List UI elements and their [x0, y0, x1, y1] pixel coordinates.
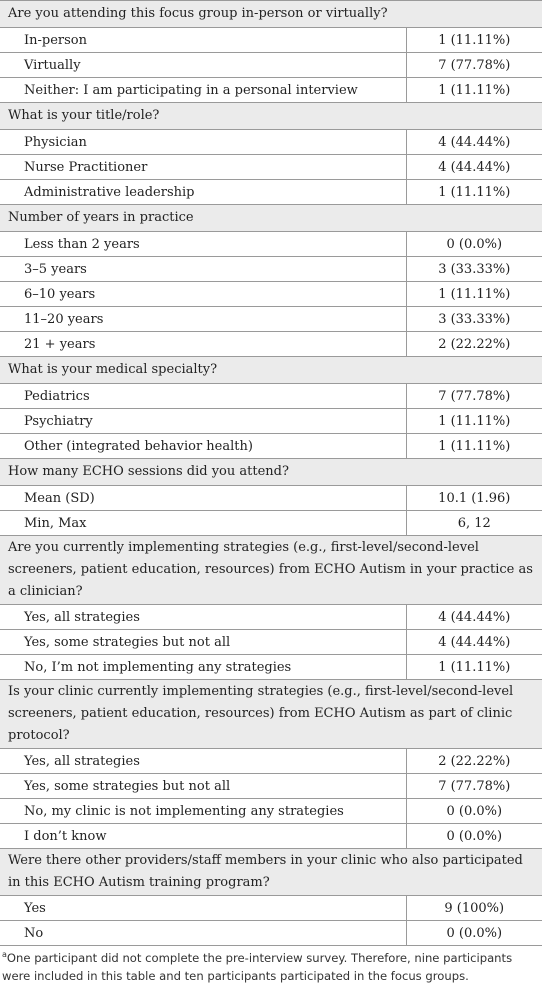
- answer-label: Yes, all strategies: [0, 605, 406, 630]
- question-row: [0, 1, 542, 28]
- answer-label: Yes, some strategies but not all: [0, 774, 406, 799]
- answer-value: 7 (77.78%): [406, 384, 542, 409]
- answer-value: 2 (22.22%): [406, 749, 542, 774]
- answer-row: [0, 130, 542, 155]
- answer-label: Mean (SD): [0, 486, 406, 511]
- answer-label: Less than 2 years: [0, 232, 406, 257]
- answer-row: [0, 180, 542, 205]
- answer-label: Psychiatry: [0, 409, 406, 434]
- answer-value: 4 (44.44%): [406, 605, 542, 630]
- answer-value: 7 (77.78%): [406, 53, 542, 78]
- question-text: Are you attending this focus group in-person or virtually?: [0, 1, 542, 28]
- question-row: [0, 205, 542, 232]
- answer-value: 1 (11.11%): [406, 282, 542, 307]
- answer-row: [0, 896, 542, 921]
- answer-value: 3 (33.33%): [406, 257, 542, 282]
- answer-row: [0, 774, 542, 799]
- answer-row: [0, 307, 542, 332]
- question-row: [0, 680, 542, 749]
- table-body: [0, 1, 542, 946]
- answer-value: 1 (11.11%): [406, 180, 542, 205]
- answer-label: No: [0, 921, 406, 946]
- answer-row: [0, 282, 542, 307]
- answer-row: [0, 511, 542, 536]
- answer-row: [0, 630, 542, 655]
- answer-value: 1 (11.11%): [406, 78, 542, 103]
- answer-row: [0, 799, 542, 824]
- answer-row: [0, 655, 542, 680]
- answer-value: 10.1 (1.96): [406, 486, 542, 511]
- answer-label: Pediatrics: [0, 384, 406, 409]
- answer-row: [0, 28, 542, 53]
- answer-row: [0, 921, 542, 946]
- answer-value: 9 (100%): [406, 896, 542, 921]
- answer-row: [0, 409, 542, 434]
- answer-row: [0, 824, 542, 849]
- answer-label: Administrative leadership: [0, 180, 406, 205]
- answer-label: I don’t know: [0, 824, 406, 849]
- answer-label: Min, Max: [0, 511, 406, 536]
- question-text: Are you currently implementing strategies (e.g., first-level/second-level screeners, patient education, resources) from ECHO Autism in your practice as a clinician?: [0, 536, 542, 605]
- answer-row: [0, 749, 542, 774]
- answer-label: Other (integrated behavior health): [0, 434, 406, 459]
- footnote-marker: a: [2, 950, 7, 960]
- answer-label: Yes: [0, 896, 406, 921]
- answer-value: 7 (77.78%): [406, 774, 542, 799]
- footnote-text: One participant did not complete the pre-interview survey. Therefore, nine participants were included in this table and ten participants participated in the focus groups.: [2, 951, 513, 983]
- question-row: [0, 103, 542, 130]
- question-row: [0, 459, 542, 486]
- answer-value: 3 (33.33%): [406, 307, 542, 332]
- answer-label: 11–20 years: [0, 307, 406, 332]
- answer-value: 4 (44.44%): [406, 130, 542, 155]
- question-text: Were there other providers/staff members in your clinic who also participated in this ECHO Autism training program?: [0, 849, 542, 896]
- answer-value: 1 (11.11%): [406, 655, 542, 680]
- answer-value: 4 (44.44%): [406, 155, 542, 180]
- answer-label: Yes, all strategies: [0, 749, 406, 774]
- answer-value: 0 (0.0%): [406, 799, 542, 824]
- answer-value: 1 (11.11%): [406, 28, 542, 53]
- answer-label: Neither: I am participating in a personal interview: [0, 78, 406, 103]
- answer-row: [0, 53, 542, 78]
- answer-label: In-person: [0, 28, 406, 53]
- question-text: What is your title/role?: [0, 103, 542, 130]
- question-row: [0, 357, 542, 384]
- answer-row: [0, 434, 542, 459]
- table-footnote: [0, 946, 542, 985]
- question-text: Number of years in practice: [0, 205, 542, 232]
- question-row: [0, 849, 542, 896]
- answer-label: Yes, some strategies but not all: [0, 630, 406, 655]
- answer-label: Physician: [0, 130, 406, 155]
- answer-row: [0, 155, 542, 180]
- answer-row: [0, 257, 542, 282]
- answer-value: 0 (0.0%): [406, 824, 542, 849]
- answer-value: 0 (0.0%): [406, 232, 542, 257]
- answer-row: [0, 486, 542, 511]
- answer-value: 1 (11.11%): [406, 409, 542, 434]
- answer-row: [0, 78, 542, 103]
- answer-row: [0, 332, 542, 357]
- answer-value: 0 (0.0%): [406, 921, 542, 946]
- answer-label: 3–5 years: [0, 257, 406, 282]
- answer-row: [0, 232, 542, 257]
- answer-value: 1 (11.11%): [406, 434, 542, 459]
- question-text: What is your medical specialty?: [0, 357, 542, 384]
- answer-label: No, my clinic is not implementing any strategies: [0, 799, 406, 824]
- answer-label: 6–10 years: [0, 282, 406, 307]
- question-text: How many ECHO sessions did you attend?: [0, 459, 542, 486]
- answer-label: Nurse Practitioner: [0, 155, 406, 180]
- answer-label: Virtually: [0, 53, 406, 78]
- answer-label: 21 + years: [0, 332, 406, 357]
- question-text: Is your clinic currently implementing strategies (e.g., first-level/second-level screeners, patient education, resources) from ECHO Autism as part of clinic protocol?: [0, 680, 542, 749]
- answer-row: [0, 605, 542, 630]
- answer-label: No, I’m not implementing any strategies: [0, 655, 406, 680]
- answer-value: 4 (44.44%): [406, 630, 542, 655]
- answer-value: 6, 12: [406, 511, 542, 536]
- answer-row: [0, 384, 542, 409]
- answer-value: 2 (22.22%): [406, 332, 542, 357]
- question-row: [0, 536, 542, 605]
